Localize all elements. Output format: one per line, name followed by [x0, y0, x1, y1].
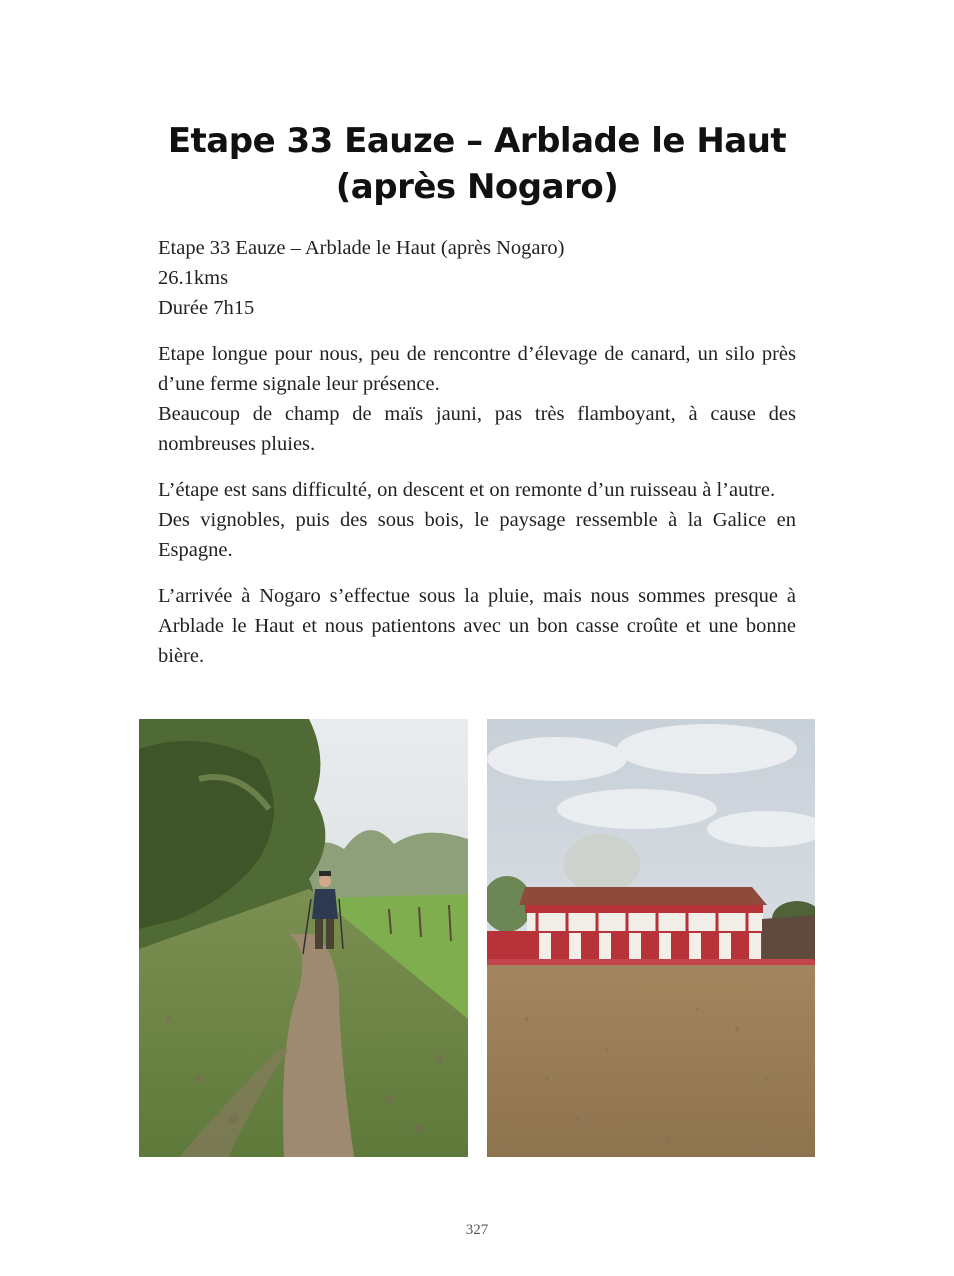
photo-hiker-on-path: [139, 719, 468, 1157]
paragraph-1-part-1: Etape longue pour nous, peu de rencontre d’élevage de canard, un silo près d’une ferme signale leur présence.: [158, 343, 796, 395]
hiker-path-illustration: [139, 719, 468, 1157]
photo-arena: [487, 719, 815, 1157]
stage-info: [158, 233, 796, 323]
page-number: 327: [465, 1222, 489, 1238]
paragraph-3: [158, 581, 796, 671]
page-title: [0, 118, 954, 210]
stage-distance: 26.1kms: [158, 267, 229, 289]
paragraph-2-part-1: L’étape est sans difficulté, on descent et on remonte d’un ruisseau à l’autre.: [158, 479, 776, 501]
paragraph-1-part-2: Beaucoup de champ de maïs jauni, pas très flamboyant, à cause des nombreuses pluies.: [158, 403, 796, 455]
paragraph-3-part-1: L’arrivée à Nogaro s’effectue sous la pluie, mais nous sommes presque à Arblade le Haut et nous patientons avec un bon casse croûte et une bonne bière.: [158, 585, 796, 667]
body-text: [158, 233, 796, 687]
arena-illustration: [487, 719, 815, 1157]
page-title-line-1: Etape 33 Eauze – Arblade le Haut: [167, 121, 787, 161]
stage-duration: Durée 7h15: [158, 297, 255, 319]
stage-name: Etape 33 Eauze – Arblade le Haut (après Nogaro): [158, 237, 565, 259]
paragraph-1: [158, 339, 796, 459]
page-title-line-2: (après Nogaro): [335, 167, 619, 207]
paragraph-2-part-2: Des vignobles, puis des sous bois, le paysage ressemble à la Galice en Espagne.: [158, 509, 796, 561]
paragraph-2: [158, 475, 796, 565]
